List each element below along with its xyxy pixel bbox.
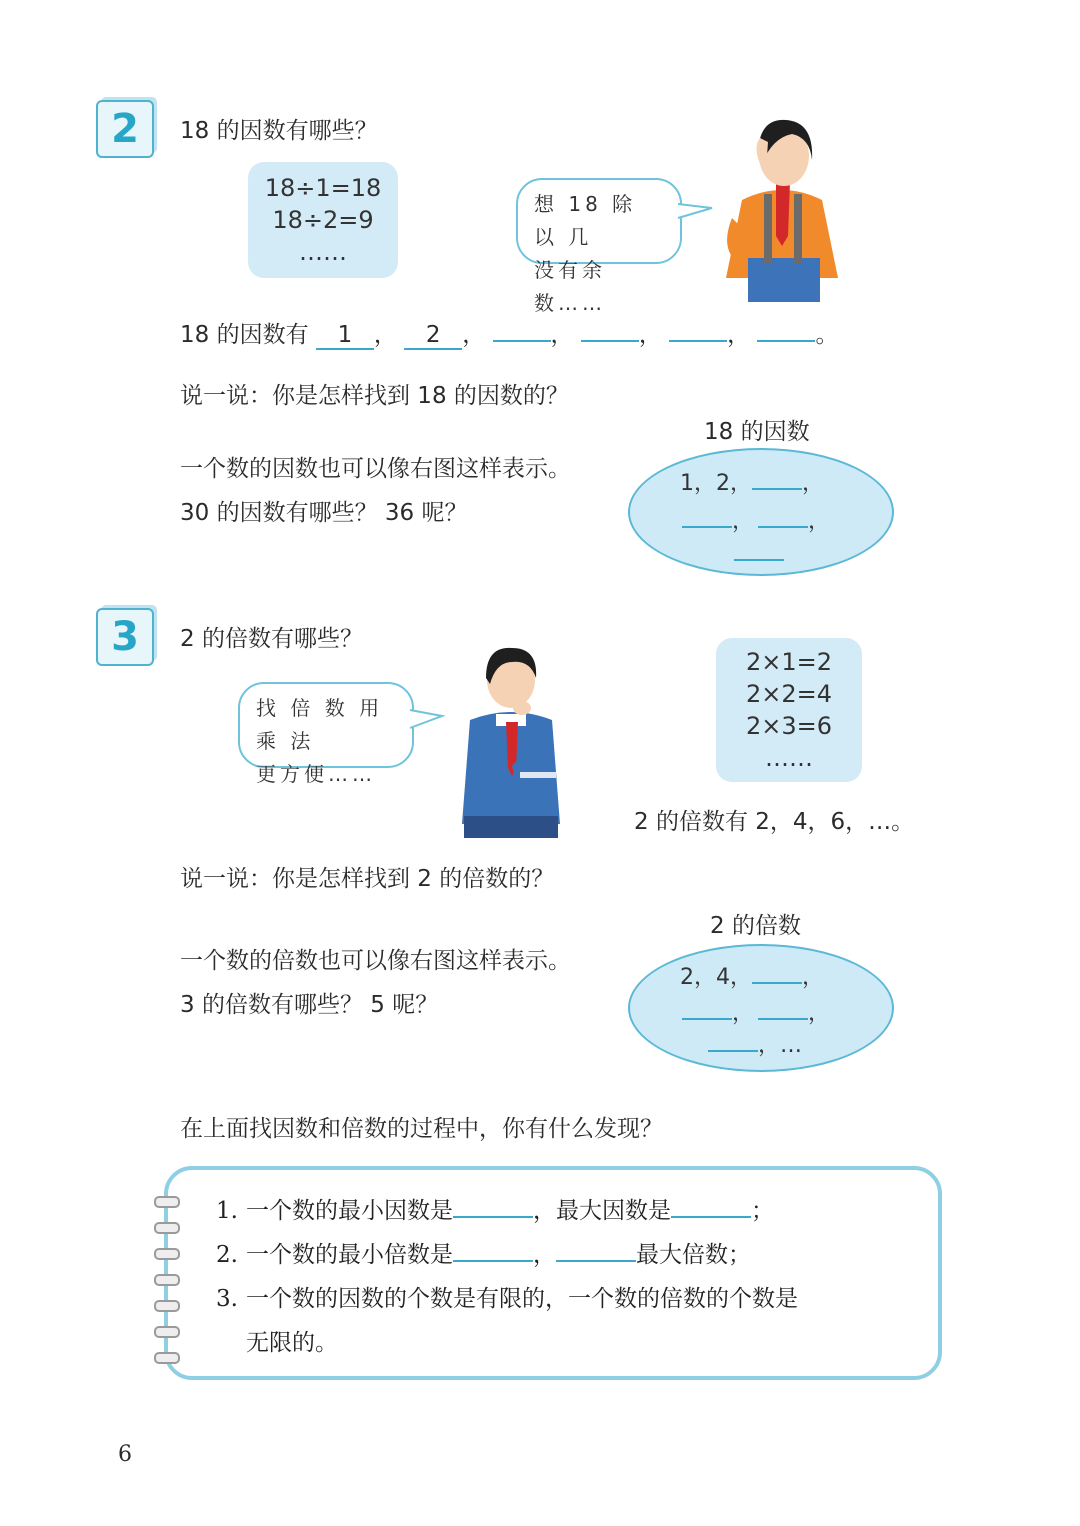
more-factors-question: 30 的因数有哪些？ 36 呢？	[180, 500, 468, 526]
oval-known-factors: 1，2，	[680, 471, 752, 496]
note-item-2	[216, 1236, 751, 1269]
note-item-3	[216, 1280, 798, 1313]
answer-blank[interactable]: 2	[404, 322, 462, 350]
boy-speech-bubble	[238, 682, 414, 786]
item-text: 一个数的因数的个数是有限的，一个数的倍数的个数是	[246, 1286, 798, 1312]
ring	[154, 1248, 180, 1260]
item-number: 2.	[216, 1242, 238, 1268]
bubble-tail	[408, 706, 448, 736]
ring	[154, 1326, 180, 1338]
section-2-badge: 2	[96, 100, 154, 158]
factors-answer-line	[180, 316, 838, 350]
page-number: 6	[118, 1442, 132, 1467]
oval-blank[interactable]	[708, 1050, 758, 1052]
section-2-question: 18 的因数有哪些？	[180, 118, 378, 144]
oval-row-3	[734, 542, 784, 567]
item-text: ，最大因数是	[533, 1198, 671, 1224]
division-calc-box	[248, 162, 398, 278]
calc-line: ……	[299, 238, 347, 266]
oval-blank[interactable]	[752, 488, 802, 490]
oval-row-1: 2，4， ，	[680, 965, 825, 990]
oval-known-multiples: 2，4，	[680, 965, 752, 990]
item-number: 1.	[216, 1198, 238, 1224]
discuss-multiples: 说一说：你是怎样找到 2 的倍数的？	[180, 866, 555, 892]
section-3-question: 2 的倍数有哪些？	[180, 626, 363, 652]
multiples-of-2-line: 2 的倍数有 2，4，6，…。	[634, 809, 915, 835]
multiples-oval-title: 2 的倍数	[710, 913, 801, 939]
oval-ellipsis: ，…	[758, 1033, 803, 1058]
item-text: 一个数的最小因数是	[246, 1198, 453, 1224]
calc-line: 18÷2=9	[272, 206, 374, 234]
answer-blank[interactable]	[669, 340, 727, 342]
represent-multiples: 一个数的倍数也可以像右图这样表示。	[180, 948, 571, 974]
oval-blank[interactable]	[682, 1018, 732, 1020]
calc-line: 2×2=4	[745, 680, 833, 708]
notebook-rings	[154, 1196, 180, 1378]
separator: ，	[462, 322, 486, 348]
calc-line: 2×3=6	[745, 712, 833, 740]
calc-line: 18÷1=18	[264, 174, 382, 202]
boy-illustration	[456, 640, 566, 840]
oval-blank[interactable]	[734, 559, 784, 561]
section-3-badge: 3	[96, 608, 154, 666]
girl-illustration	[712, 108, 852, 304]
separator: ，	[373, 322, 397, 348]
calc-line: 2×1=2	[745, 648, 833, 676]
separator: ，	[550, 322, 574, 348]
separator: ，	[727, 322, 751, 348]
oval-row-1: 1，2， ，	[680, 471, 825, 496]
girl-speech-bubble	[516, 178, 682, 315]
item-text: ；	[751, 1198, 774, 1224]
oval-blank[interactable]	[758, 1018, 808, 1020]
answer-prefix: 18 的因数有	[180, 322, 309, 348]
oval-row-2: ， ，	[682, 504, 830, 535]
bubble-line: 找 倍 数 用 乘 法	[256, 696, 384, 753]
answer-blank[interactable]: 1	[316, 322, 374, 350]
calc-line: ……	[765, 744, 813, 772]
oval-blank[interactable]	[758, 526, 808, 528]
oval-row-2: ， ，	[682, 996, 830, 1027]
discovery-question: 在上面找因数和倍数的过程中，你有什么发现？	[180, 1116, 663, 1142]
represent-factors: 一个数的因数也可以像右图这样表示。	[180, 456, 571, 482]
bubble-line: 没有余数……	[534, 258, 606, 315]
oval-blank[interactable]	[752, 982, 802, 984]
ring	[154, 1274, 180, 1286]
item-text: 最大倍数；	[636, 1242, 751, 1268]
oval-row-3	[708, 1028, 802, 1059]
note-blank[interactable]	[671, 1216, 751, 1218]
answer-blank[interactable]	[493, 340, 551, 342]
bubble-tail	[676, 198, 716, 228]
ring	[154, 1352, 180, 1364]
note-blank[interactable]	[453, 1260, 533, 1262]
note-blank[interactable]	[556, 1260, 636, 1262]
item-number: 3.	[216, 1286, 238, 1312]
note-item-1	[216, 1192, 774, 1225]
item-text: ，	[533, 1242, 556, 1268]
more-multiples-question: 3 的倍数有哪些？ 5 呢？	[180, 992, 439, 1018]
separator: ，	[638, 322, 662, 348]
bubble-line: 更方便……	[256, 762, 376, 786]
note-item-3-continued: 无限的。	[246, 1330, 338, 1356]
ring	[154, 1300, 180, 1312]
ring	[154, 1196, 180, 1208]
oval-blank[interactable]	[682, 526, 732, 528]
answer-blank[interactable]	[581, 340, 639, 342]
multiplication-calc-box	[716, 638, 862, 782]
bubble-line: 想 18 除 以 几	[534, 192, 637, 249]
discuss-factors: 说一说：你是怎样找到 18 的因数的？	[180, 383, 569, 409]
answer-blank[interactable]	[757, 340, 815, 342]
factors-oval-title: 18 的因数	[704, 419, 810, 445]
end-mark: 。	[815, 322, 839, 348]
note-blank[interactable]	[453, 1216, 533, 1218]
ring	[154, 1222, 180, 1234]
item-text: 一个数的最小倍数是	[246, 1242, 453, 1268]
